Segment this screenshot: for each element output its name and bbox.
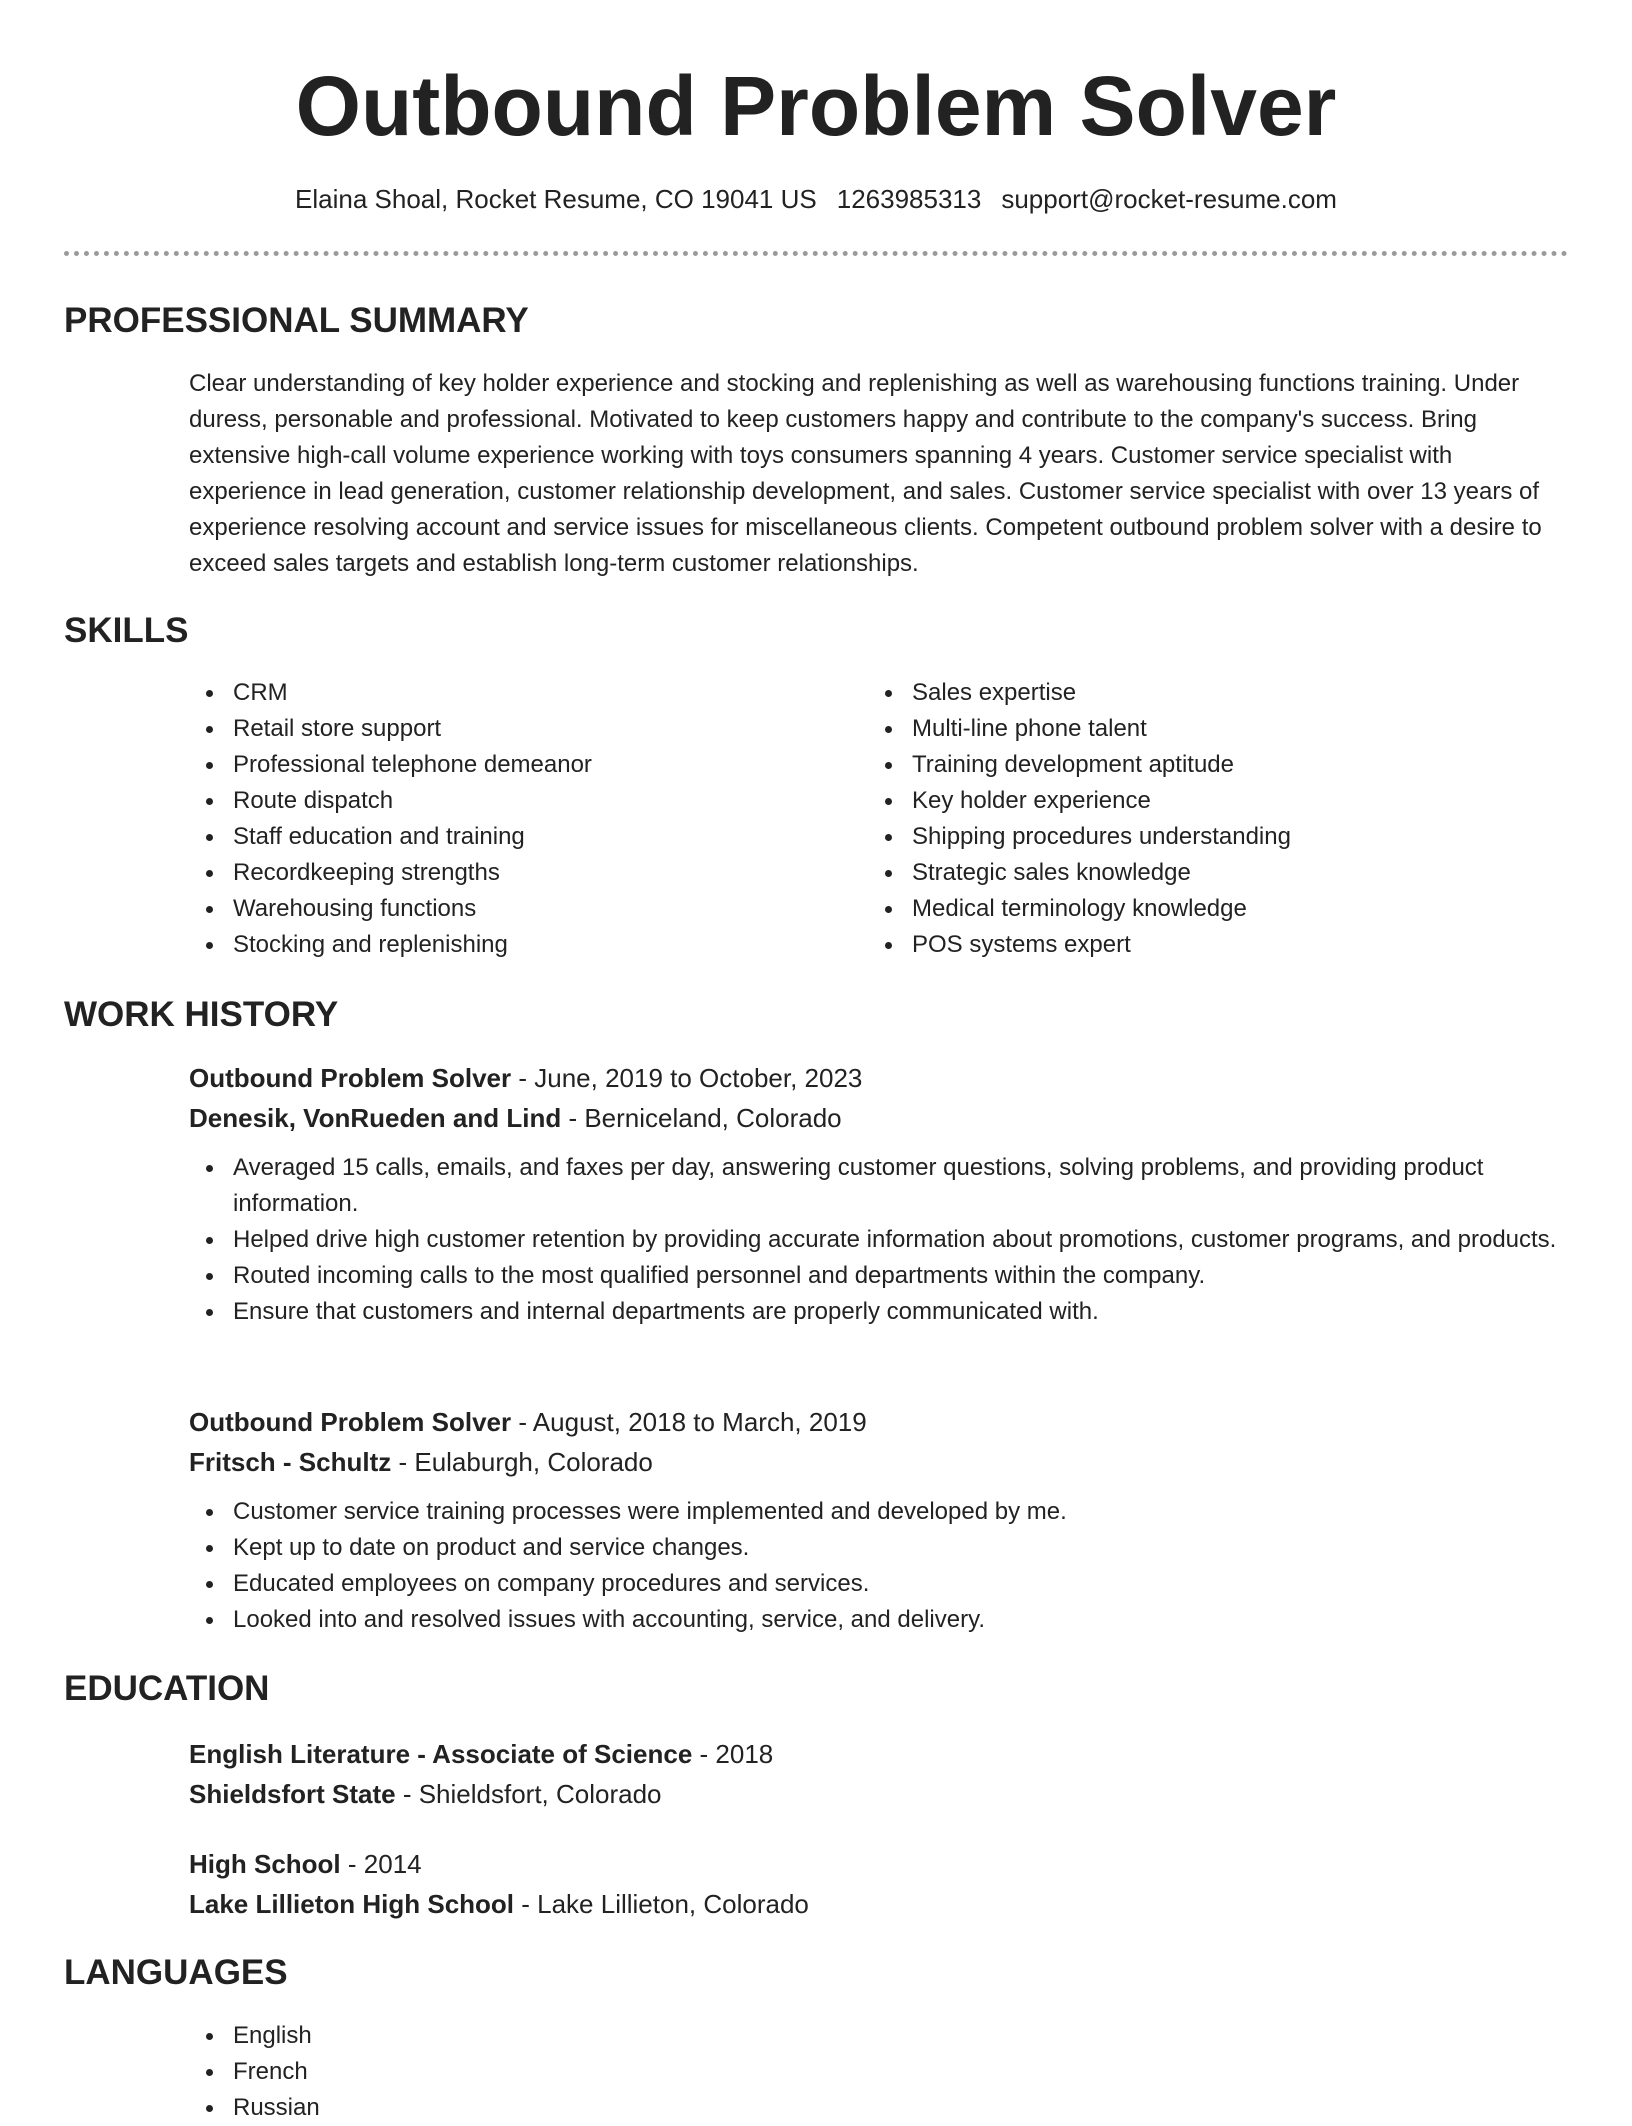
edu-school: Lake Lillieton High School xyxy=(189,1889,515,1919)
header-divider xyxy=(64,251,1568,256)
skill-item: POS systems expert xyxy=(868,927,1528,963)
contact-address: Elaina Shoal, Rocket Resume, CO 19041 US xyxy=(295,184,817,214)
job-title: Outbound Problem Solver xyxy=(189,1063,512,1093)
job-dates: - August, 2018 to March, 2019 xyxy=(511,1407,867,1437)
job-bullet: Routed incoming calls to the most qualified personnel and departments within the company. xyxy=(189,1258,1569,1294)
skills-heading: SKILLS xyxy=(64,611,189,650)
skill-item: Recordkeeping strengths xyxy=(189,855,849,891)
language-item: English xyxy=(189,2018,789,2054)
job-company: Fritsch - Schultz xyxy=(189,1447,392,1477)
skill-item: Strategic sales knowledge xyxy=(868,855,1528,891)
languages-list xyxy=(189,2018,789,2126)
job-entry xyxy=(189,1402,1569,1638)
job-bullet: Customer service training processes were implemented and developed by me. xyxy=(189,1494,1569,1530)
job-bullet: Educated employees on company procedures and services. xyxy=(189,1566,1569,1602)
skill-item: Medical terminology knowledge xyxy=(868,891,1528,927)
skill-item: Stocking and replenishing xyxy=(189,927,849,963)
skill-item: Training development aptitude xyxy=(868,747,1528,783)
summary-heading: PROFESSIONAL SUMMARY xyxy=(64,301,529,340)
education-entry xyxy=(189,1734,1569,1814)
language-item: Russian xyxy=(189,2090,789,2126)
job-location: - Eulaburgh, Colorado xyxy=(391,1447,653,1477)
job-location: - Berniceland, Colorado xyxy=(561,1103,842,1133)
job-title: Outbound Problem Solver xyxy=(189,1407,512,1437)
edu-degree: English Literature - Associate of Science xyxy=(189,1739,693,1769)
language-item: French xyxy=(189,2054,789,2090)
edu-degree-line xyxy=(189,1734,1569,1774)
contact-phone: 1263985313 xyxy=(836,184,982,214)
skill-item: Staff education and training xyxy=(189,819,849,855)
skills-column-left xyxy=(189,675,849,963)
job-title-line xyxy=(189,1058,1569,1098)
job-bullet: Helped drive high customer retention by providing accurate information about promotions, customer programs, and products. xyxy=(189,1222,1569,1258)
skill-item: CRM xyxy=(189,675,849,711)
skill-item: Shipping procedures understanding xyxy=(868,819,1528,855)
skill-item: Route dispatch xyxy=(189,783,849,819)
edu-school-line xyxy=(189,1884,1569,1924)
job-bullet: Looked into and resolved issues with accounting, service, and delivery. xyxy=(189,1602,1569,1638)
skill-item: Professional telephone demeanor xyxy=(189,747,849,783)
languages-heading: LANGUAGES xyxy=(64,1953,288,1992)
job-entry xyxy=(189,1058,1569,1330)
education-heading: EDUCATION xyxy=(64,1669,270,1708)
edu-school-line xyxy=(189,1774,1569,1814)
edu-school: Shieldsfort State xyxy=(189,1779,396,1809)
skill-item: Sales expertise xyxy=(868,675,1528,711)
edu-location: - Shieldsfort, Colorado xyxy=(395,1779,662,1809)
work-heading: WORK HISTORY xyxy=(64,995,339,1034)
job-bullet: Kept up to date on product and service changes. xyxy=(189,1530,1569,1566)
job-title-line xyxy=(189,1402,1569,1442)
edu-year: - 2014 xyxy=(340,1849,422,1879)
job-bullet: Averaged 15 calls, emails, and faxes per day, answering customer questions, solving problems, and providing product information. xyxy=(189,1150,1569,1222)
job-company: Denesik, VonRueden and Lind xyxy=(189,1103,562,1133)
job-dates: - June, 2019 to October, 2023 xyxy=(511,1063,863,1093)
summary-text: Clear understanding of key holder experience and stocking and replenishing as well as warehousing functions training. Under duress, personable and professional. Motivated to keep customers happy and contribute to the company's success. Bring extensive high-call volume experience working with toys consumers spanning 4 years. Customer service specialist with experience in lead generation, customer relationship development, and sales. Customer service specialist with over 13 years of experience resolving account and service issues for miscellaneous clients. Competent outbound problem solver with a desire to exceed sales targets and establish long-term customer relationships. xyxy=(189,370,1542,577)
job-company-line xyxy=(189,1098,1569,1138)
job-bullet: Ensure that customers and internal departments are properly communicated with. xyxy=(189,1294,1569,1330)
edu-year: - 2018 xyxy=(692,1739,774,1769)
skill-item: Warehousing functions xyxy=(189,891,849,927)
resume-title: Outbound Problem Solver xyxy=(295,59,1337,153)
contact-email[interactable]: support@rocket-resume.com xyxy=(1001,184,1337,214)
education-entry xyxy=(189,1844,1569,1924)
job-company-line xyxy=(189,1442,1569,1482)
contact-line xyxy=(0,182,1632,216)
skill-item: Key holder experience xyxy=(868,783,1528,819)
skill-item: Retail store support xyxy=(189,711,849,747)
skills-column-right xyxy=(868,675,1528,963)
edu-location: - Lake Lillieton, Colorado xyxy=(514,1889,809,1919)
edu-degree: High School xyxy=(189,1849,341,1879)
skill-item: Multi-line phone talent xyxy=(868,711,1528,747)
edu-degree-line xyxy=(189,1844,1569,1884)
